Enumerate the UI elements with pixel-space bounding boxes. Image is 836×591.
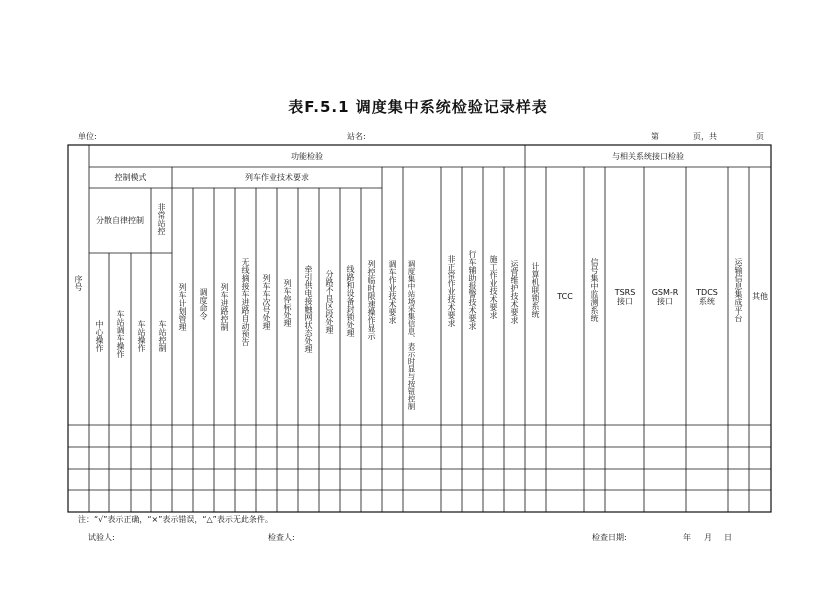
header-other: 其他 [752, 292, 768, 301]
header-radio-route: 无线摘接车进路自动预告 [241, 258, 250, 346]
page-suffix: 页 [756, 132, 764, 141]
checker-label: 检查人: [268, 533, 295, 542]
header-construction: 施工作业技术要求 [489, 255, 498, 319]
header-route-ctrl: 列车进路控制 [220, 283, 229, 331]
header-tsrs: TSRS接口 [614, 288, 636, 306]
header-gsmr: GSM-R接口 [651, 288, 679, 306]
tester-label: 试验人: [88, 533, 115, 542]
header-line-block: 线路和设备封锁处理 [346, 265, 355, 337]
header-dispatch-tech: 调车作业技术要求 [388, 260, 397, 324]
header-phase-section: 分路不良区段处理 [325, 270, 334, 334]
header-functional: 功能检验 [291, 152, 323, 161]
header-station-info: 调度集中站场采集信息、表示时显与按钮控制 [407, 260, 416, 410]
header-center-op: 中心操作 [95, 320, 104, 352]
date-month: 月 [704, 533, 712, 542]
header-alarm: 行车辅助报警技术要求 [468, 250, 477, 330]
unit-label: 单位: [78, 132, 97, 141]
date-year: 年 [683, 533, 691, 542]
header-train-plan: 列车计划管理 [178, 283, 187, 331]
header-distributed: 分散自律控制 [96, 216, 144, 225]
header-abnormal: 非正常作业技术要求 [447, 255, 456, 327]
header-train-number: 列车车次号处理 [262, 274, 271, 330]
header-serial: 序号 [74, 275, 83, 291]
header-train-ops: 列车作业技术要求 [245, 173, 309, 182]
header-station-ctrl: 车站控制 [158, 320, 167, 352]
station-label: 站名: [347, 132, 366, 141]
header-speed-limit: 列控临时限速操作显示 [367, 260, 376, 340]
header-maintenance: 运营维护技术要求 [510, 260, 519, 324]
header-interface: 与相关系统接口检验 [612, 152, 684, 161]
header-traction: 牵引供电接触网状态处理 [304, 265, 313, 353]
page-prefix: 第 [651, 132, 659, 141]
header-station-dispatch: 车站调车操作 [116, 310, 125, 358]
header-control-mode: 控制模式 [114, 173, 147, 182]
date-day: 日 [724, 533, 732, 542]
header-station-op: 车站操作 [137, 320, 146, 352]
header-interlock: 计算机联锁系统 [531, 262, 540, 318]
footer-note: 注：“√”表示正确，“×”表示错误，“△”表示无此条件。 [78, 515, 273, 524]
header-dispatch-cmd: 调度命令 [199, 288, 208, 320]
date-label: 检查日期: [592, 533, 627, 542]
page-title: 表F.5.1 调度集中系统检验记录样表 [288, 98, 548, 116]
header-stop-mark: 列车停标处理 [283, 279, 292, 327]
page-mid: 页，共 [693, 132, 717, 141]
header-transport-platform: 运输信息集成平台 [734, 258, 743, 322]
header-non-normal: 非常站控 [157, 203, 166, 235]
header-tdcs: TDCS系统 [696, 288, 718, 306]
header-signal-monitor: 信号集中监测系统 [590, 258, 599, 322]
header-tcc: TCC [557, 292, 573, 301]
